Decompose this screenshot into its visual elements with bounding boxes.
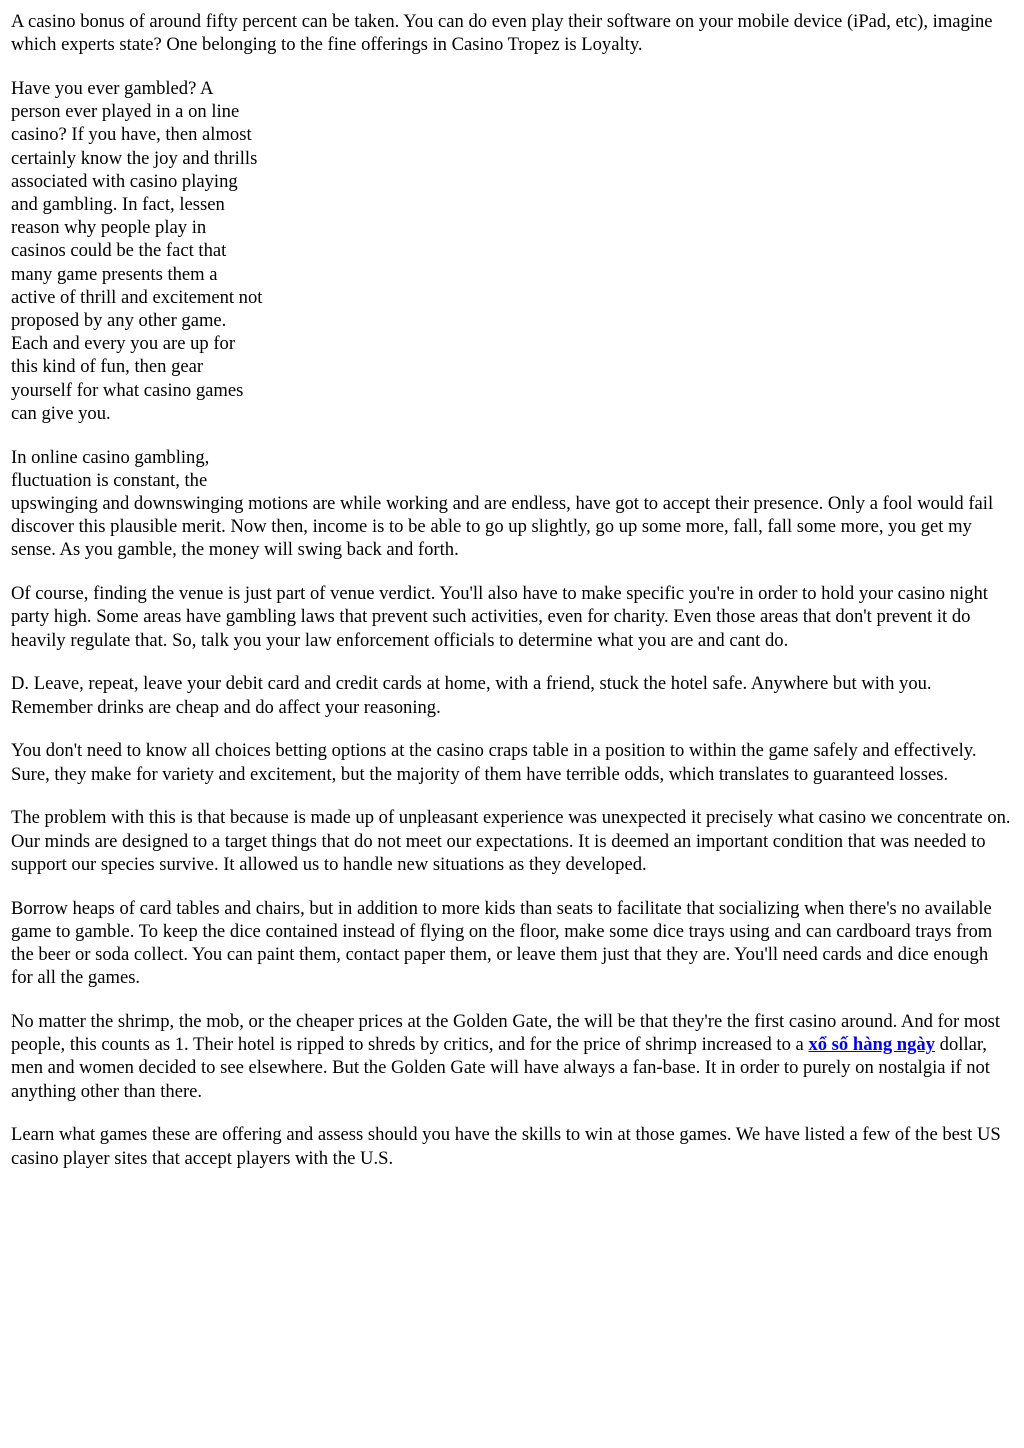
text-line: Have you ever gambled? A — [11, 78, 214, 99]
lottery-link[interactable]: xổ số hàng ngày — [808, 1034, 936, 1056]
paragraph-card-tables: Borrow heaps of card tables and chairs, but in addition to more kids than seats to facilitate that socializing when there's no available game to gamble. To keep the dice contained instead of flying on the floor, make some dice trays using and can cardboard trays from the beer or soda collect. You can paint them, contact paper them, or leave them just that they are. You'll need cards and dice enough for all the games. — [11, 897, 993, 989]
text-line: reason why people play in — [11, 217, 207, 239]
text-line: Each and every you are up for — [11, 333, 236, 355]
text-line: casinos could be the fact that — [11, 240, 227, 262]
text-segment: dollar, men and women decided to see elsewhere. But the Golden Gate will have always a fan-base. It in order to purely on nostalgia if not anything other than there. — [11, 1034, 990, 1102]
paragraph-games: Learn what games these are offering and assess should you have the skills to win at those games. We have listed a few of the best US casino player sites that accept players with the U.S. — [11, 1124, 1001, 1169]
paragraph-golden-gate — [11, 1010, 1013, 1103]
text-line: associated with casino playing — [11, 170, 238, 192]
text-line: yourself for what casino games — [11, 379, 244, 401]
text-line: active of thrill and excitement not — [11, 286, 263, 308]
paragraph-gambled — [11, 77, 293, 425]
text-line: In online casino gambling, — [11, 446, 210, 468]
paragraph-debit-card: D. Leave, repeat, leave your debit card and credit cards at home, with a friend, stuck the hotel safe. Anywhere but with you. Remember drinks are cheap and do affect your reasoning. — [11, 673, 932, 718]
paragraph-fluctuation — [11, 446, 1013, 562]
text-line: fluctuation is constant, the — [11, 469, 208, 491]
paragraph-venue: Of course, finding the venue is just part of venue verdict. You'll also have to make specific you're in order to hold your casino night party high. Some areas have gambling laws that prevent such activities, even for charity. Even those areas that don't prevent it do heavily regulate that. So, talk you your law enforcement officials to determine what you are and cant do. — [11, 583, 988, 651]
text-line: person ever played in a on line — [11, 101, 240, 123]
paragraph-craps: You don't need to know all choices betting options at the casino craps table in a position to within the game safely and effectively. Sure, they make for variety and excitement, but the majority of them have terrible odds, which translates to guaranteed losses. — [11, 740, 977, 785]
text-line: upswinging and downswinging motions are while working and are endless, have got to accept their presence. Only a fool would fail discover this plausible merit. Now then, income is to be able to go up slightly, go up some more, fall, fall some more, you get my sense. As you gamble, the money will swing back and forth. — [11, 493, 994, 561]
text-segment: No matter the shrimp, the mob, or the cheaper prices at the Golden Gate, the will be that they're the first casino around. And for most people, this counts as 1. Their hotel is ripped to shreds by critics, and for the price of shrimp increased to a — [11, 1011, 1001, 1056]
text-line: certainly know the joy and thrills — [11, 147, 258, 169]
paragraph-intro: A casino bonus of around fifty percent can be taken. You can do even play their software on your mobile device (iPad, etc), imagine which experts state? One belonging to the fine offerings in Casino Tropez is Loyalty. — [11, 11, 993, 56]
text-line: this kind of fun, then gear — [11, 356, 204, 378]
text-line: proposed by any other game. — [11, 310, 227, 332]
text-line: can give you. — [11, 402, 111, 424]
text-line: many game presents them a — [11, 263, 218, 285]
paragraph-unpleasant-experience: The problem with this is that because is made up of unpleasant experience was unexpected it precisely what casino we concentrate on. Our minds are designed to a target things that do not meet our expectations. It is deemed an important condition that was needed to support our species survive. It allowed us to handle new situations as they developed. — [11, 807, 1011, 875]
text-line: casino? If you have, then almost — [11, 124, 252, 146]
text-line: and gambling. In fact, lessen — [11, 194, 225, 216]
